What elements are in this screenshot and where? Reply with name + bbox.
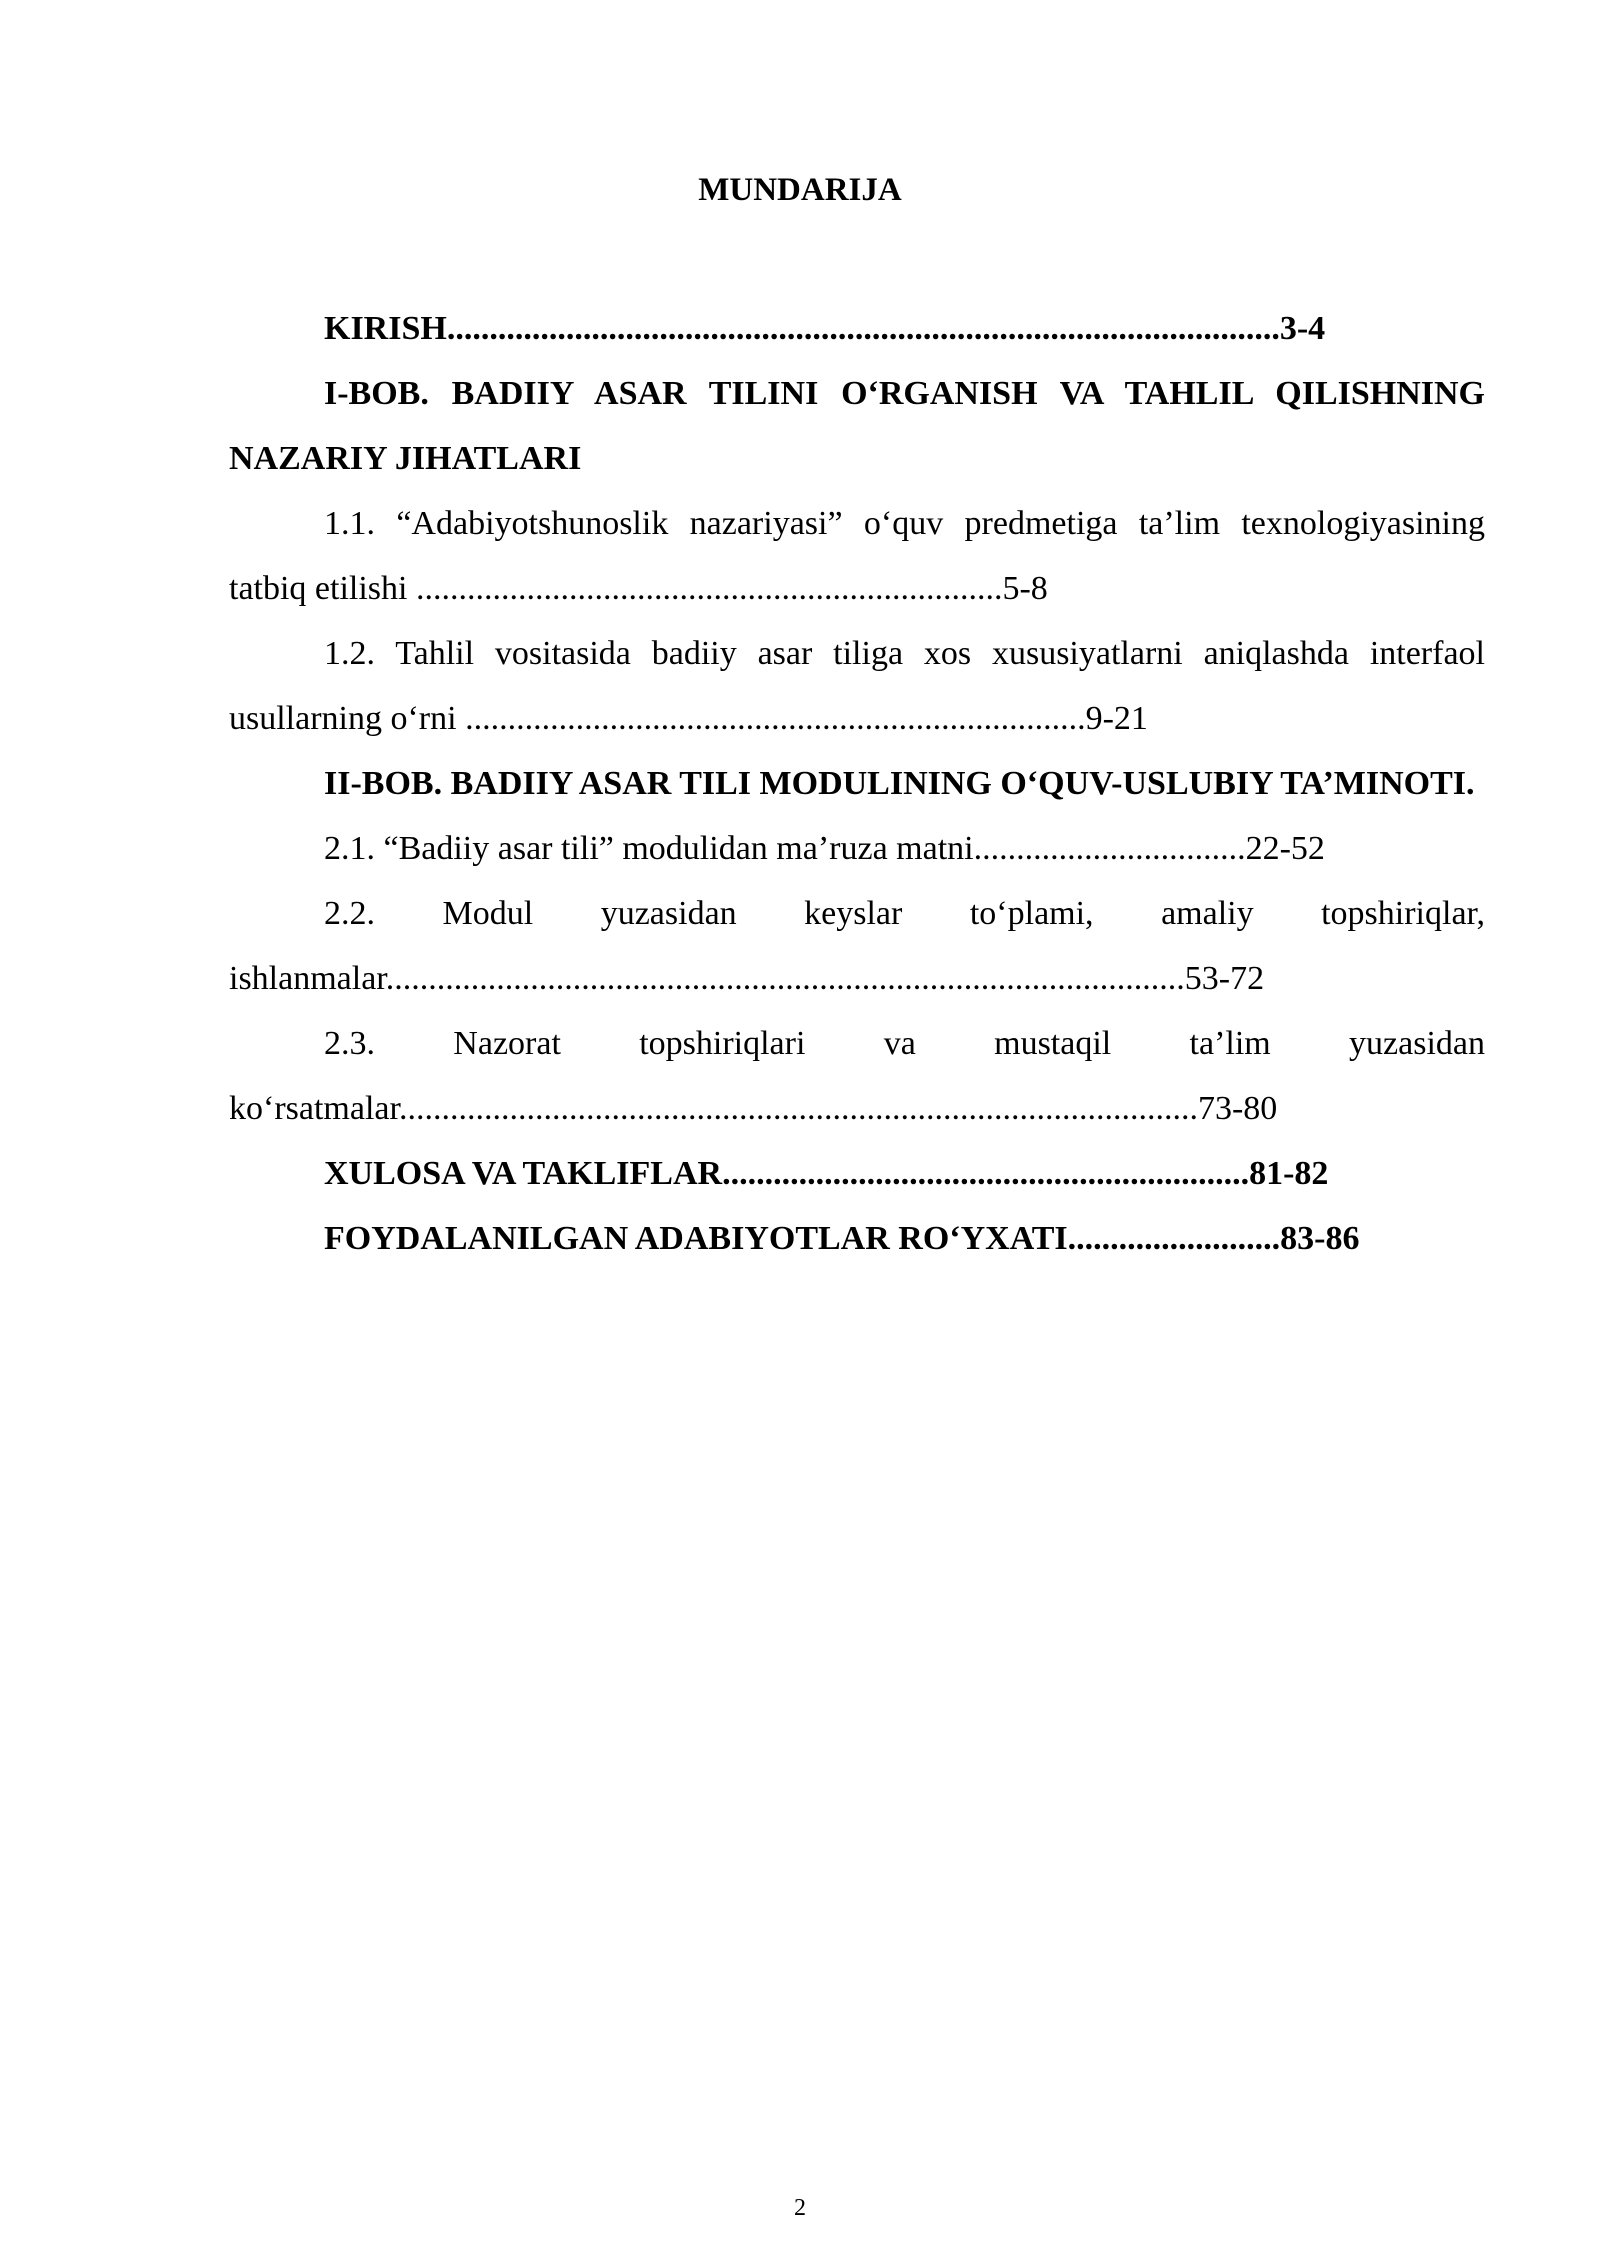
toc-entry-kirish (229, 296, 1485, 361)
toc-entry-title: FOYDALANILGAN ADABIYOTLAR RO‘YXATI (324, 1220, 1068, 1257)
toc-leader-dots: ................................ (973, 830, 1246, 867)
toc-entry-2-3 (229, 1011, 1485, 1141)
toc-entry-title: 2.1. “Badiiy asar tili” modulidan ma’ruza matni (324, 830, 974, 867)
page-title: MUNDARIJA (698, 172, 902, 208)
toc-leader-dots: .............................................................................................. (398, 1090, 1198, 1127)
toc-leader-dots: .............................................................. (722, 1155, 1250, 1192)
toc-entry-title: 2.3. Nazorat topshiriqlari va mustaqil ta’lim yuzasidan ko‘rsatmalar (229, 1025, 1485, 1127)
toc-page-range: 83-86 (1280, 1220, 1360, 1257)
toc-page-range: 73-80 (1197, 1090, 1278, 1127)
page-number: 2 (794, 2195, 806, 2221)
toc-entry-adabiyotlar (229, 1206, 1485, 1271)
toc-entry-title: 2.2. Modul yuzasidan keyslar to‘plami, amaliy topshiriqlar, ishlanmalar (229, 895, 1485, 997)
toc-entry-xulosa (229, 1141, 1485, 1206)
toc-entry-2-2 (229, 881, 1485, 1011)
toc-chapter-heading-2 (229, 751, 1485, 816)
toc-entry-title: I-BOB. BADIIY ASAR TILINI O‘RGANISH VA TAHLIL QILISHNING NAZARIY JIHATLARI (229, 375, 1485, 477)
toc-page-range: 3-4 (1279, 310, 1326, 347)
toc-page-range: 81-82 (1249, 1155, 1329, 1192)
toc-chapter-heading-1 (229, 361, 1485, 491)
toc-entry-title: XULOSA VA TAKLIFLAR (324, 1155, 723, 1192)
toc-leader-dots: .................................................................................................. (446, 310, 1280, 347)
toc-page-range: 5-8 (1002, 570, 1048, 607)
table-of-contents (229, 296, 1485, 1271)
toc-leader-dots: .............................................................................................. (385, 960, 1185, 997)
toc-entry-title: KIRISH (324, 310, 447, 347)
toc-page-range: 9-21 (1085, 700, 1148, 737)
toc-entry-2-1 (229, 816, 1485, 881)
toc-entry-title: 1.1. “Adabiyotshunoslik nazariyasi” o‘quv predmetiga ta’lim texnologiyasining tatbiq etilishi (229, 505, 1485, 607)
toc-entry-title: II-BOB. BADIIY ASAR TILI MODULINING O‘QUV-USLUBIY TA’MINOTI. (324, 765, 1475, 802)
toc-entry-title: 1.2. Tahlil vositasida badiiy asar tiliga xos xususiyatlarni aniqlashda interfaol usullarning o‘rni (229, 635, 1485, 737)
toc-leader-dots: ..................................................................... (415, 570, 1003, 607)
toc-entry-1-1 (229, 491, 1485, 621)
toc-leader-dots: ......................................................................... (465, 700, 1086, 737)
toc-leader-dots: ......................... (1067, 1220, 1281, 1257)
toc-page-range: 22-52 (1245, 830, 1325, 867)
toc-entry-1-2 (229, 621, 1485, 751)
toc-page-range: 53-72 (1184, 960, 1265, 997)
